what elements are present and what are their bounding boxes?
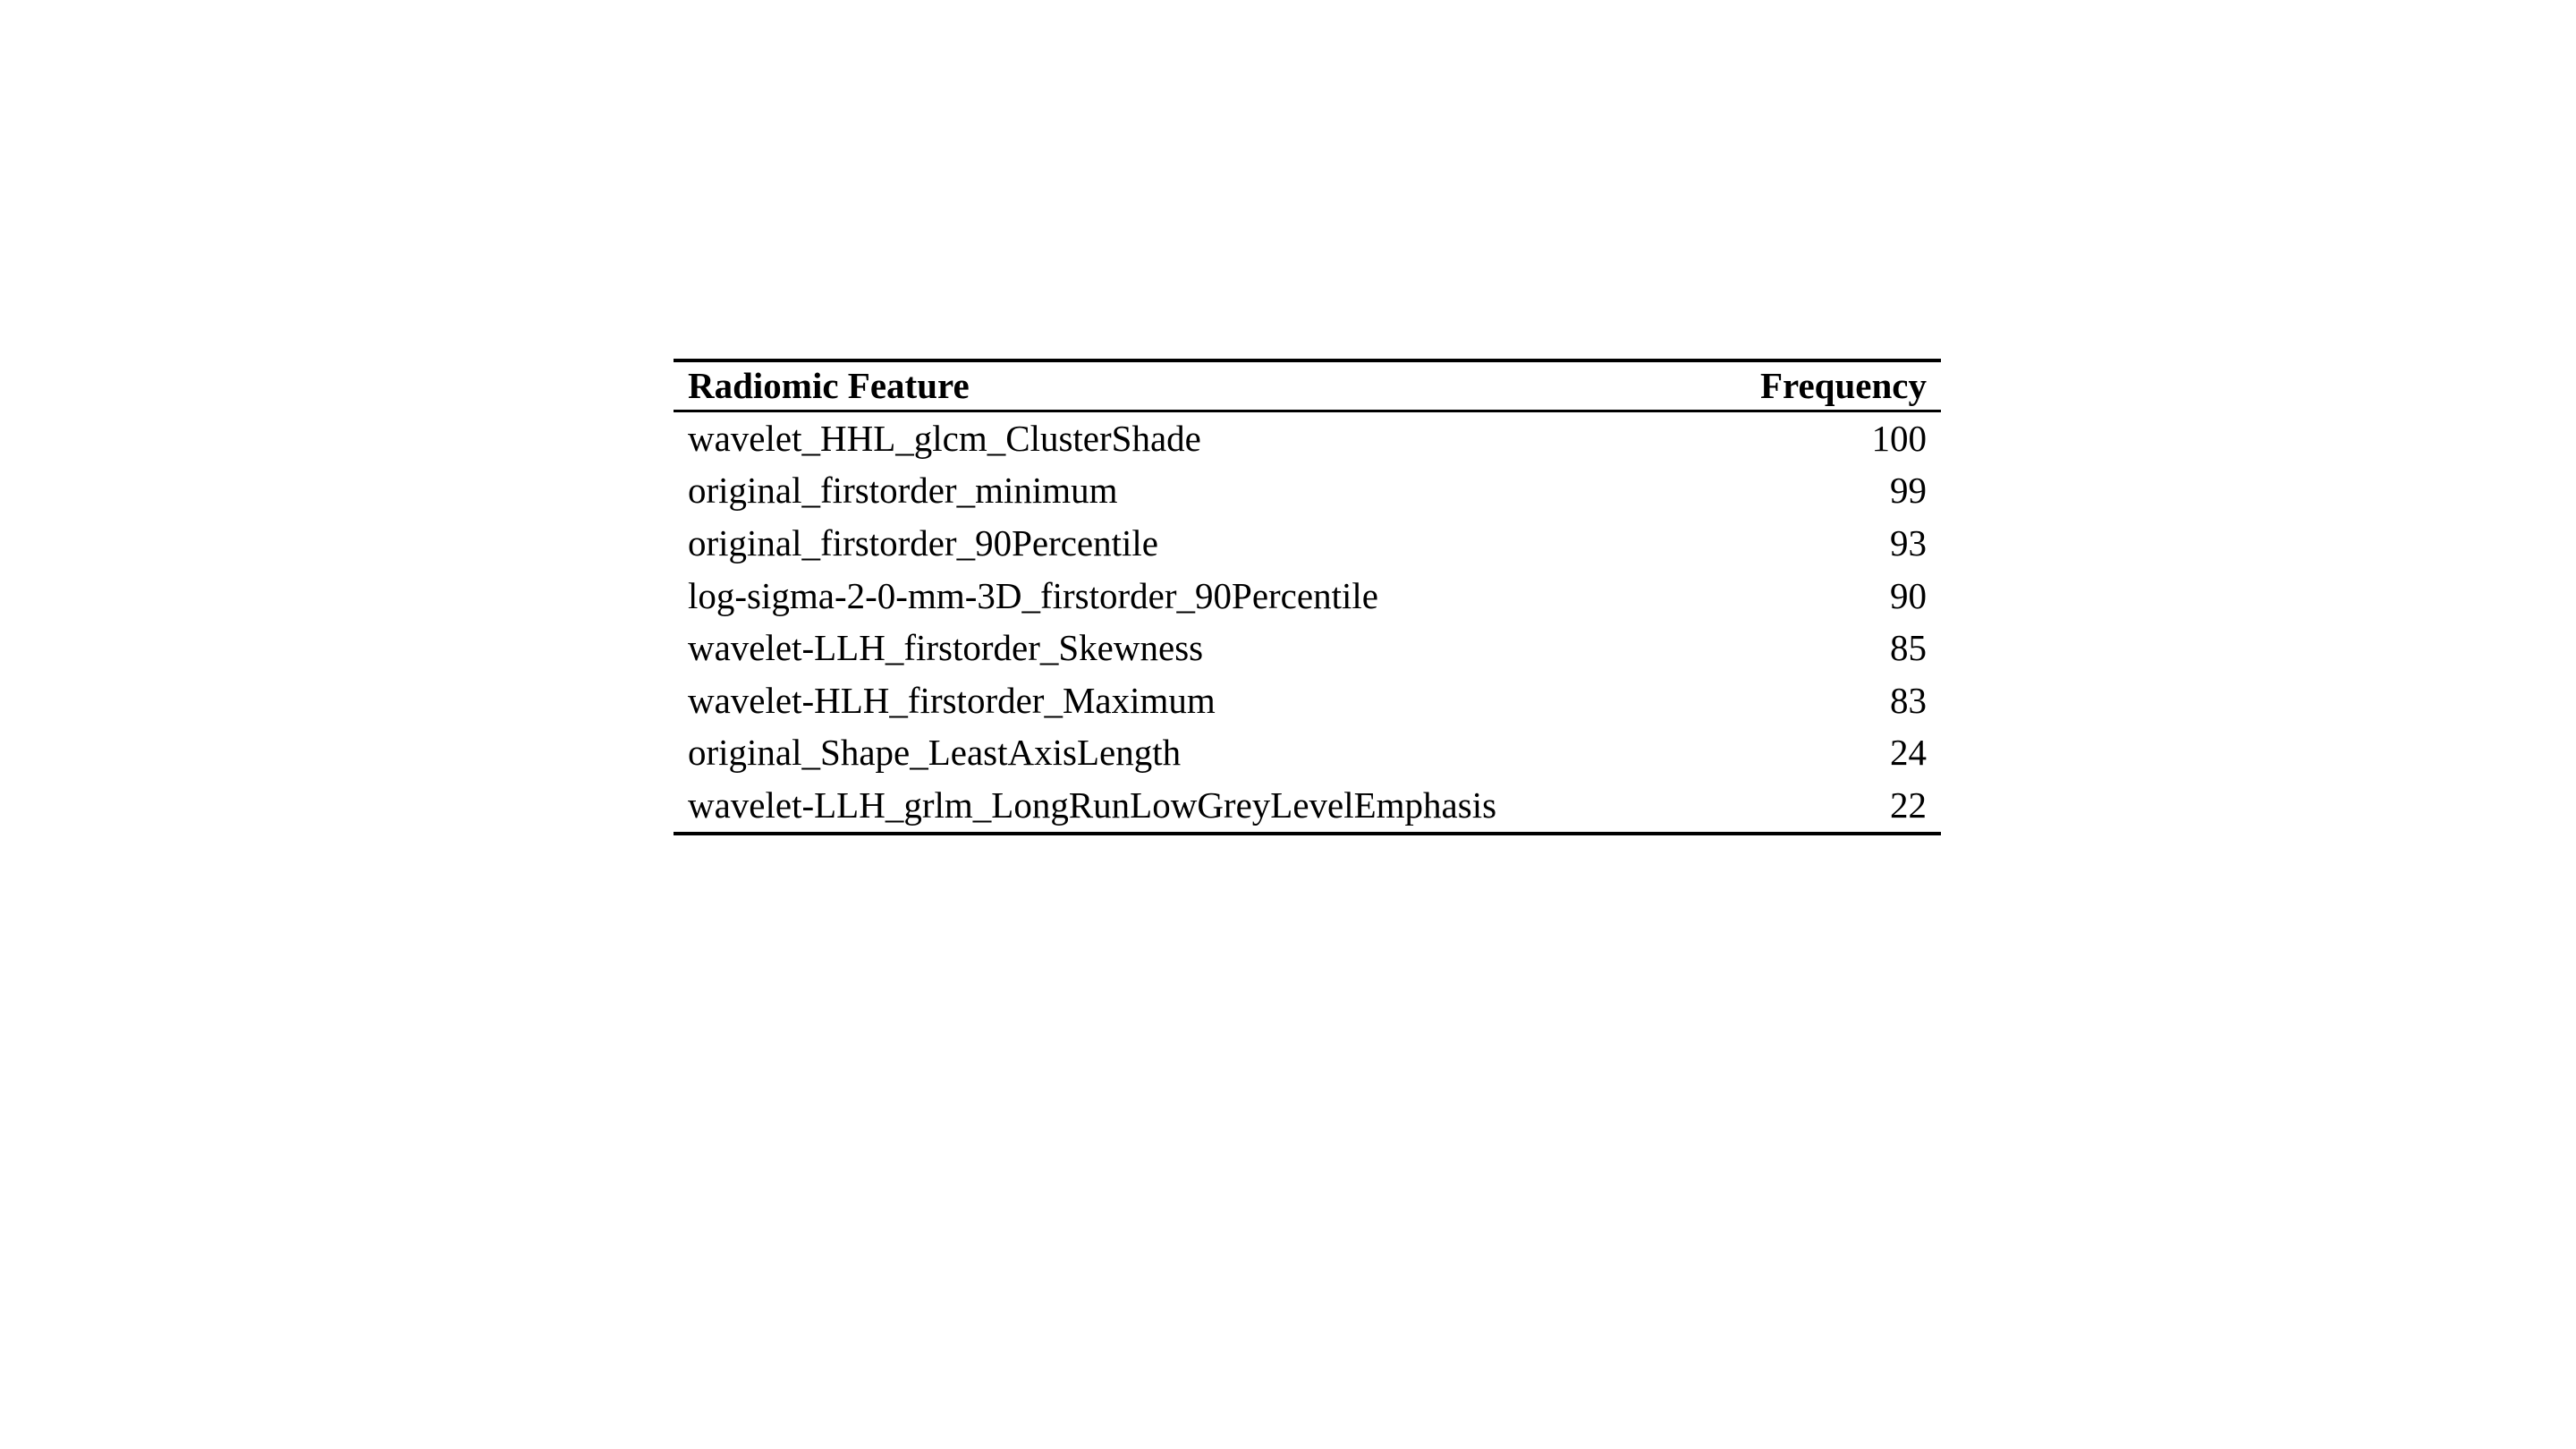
header-frequency: Frequency: [1759, 365, 1927, 406]
table-body: [674, 411, 1941, 834]
feature-cell: original_firstorder_minimum: [688, 470, 1118, 512]
frequency-cell: 100: [1871, 417, 1927, 459]
table-header: [674, 360, 1941, 411]
feature-cell: wavelet-LLH_firstorder_Skewness: [688, 627, 1204, 669]
table-row: [674, 779, 1941, 834]
frequency-cell: 22: [1890, 784, 1927, 826]
table-row: [674, 727, 1941, 780]
table-row: [674, 570, 1941, 623]
frequency-cell: 93: [1890, 521, 1927, 564]
frequency-cell: 83: [1890, 679, 1927, 721]
table-row: [674, 622, 1941, 674]
frequency-cell: 99: [1890, 470, 1927, 512]
feature-cell: log-sigma-2-0-mm-3D_firstorder_90Percentile: [688, 574, 1378, 616]
feature-cell: wavelet-HLH_firstorder_Maximum: [688, 679, 1216, 721]
feature-cell: original_firstorder_90Percentile: [688, 521, 1158, 564]
header-row: [674, 360, 1941, 411]
table: [674, 359, 1941, 835]
table-row: [674, 465, 1941, 518]
frequency-cell: 85: [1890, 627, 1927, 669]
feature-cell: wavelet-LLH_grlm_LongRunLowGreyLevelEmphasis: [688, 784, 1497, 826]
feature-cell: original_Shape_LeastAxisLength: [688, 732, 1182, 774]
table-row: [674, 674, 1941, 727]
feature-cell: wavelet_HHL_glcm_ClusterShade: [688, 417, 1201, 459]
frequency-cell: 24: [1890, 732, 1927, 774]
frequency-cell: 90: [1890, 574, 1927, 616]
feature-frequency-table: [674, 359, 1941, 835]
table-row: [674, 411, 1941, 465]
header-radiomic-feature: Radiomic Feature: [688, 365, 970, 406]
table-row: [674, 517, 1941, 570]
